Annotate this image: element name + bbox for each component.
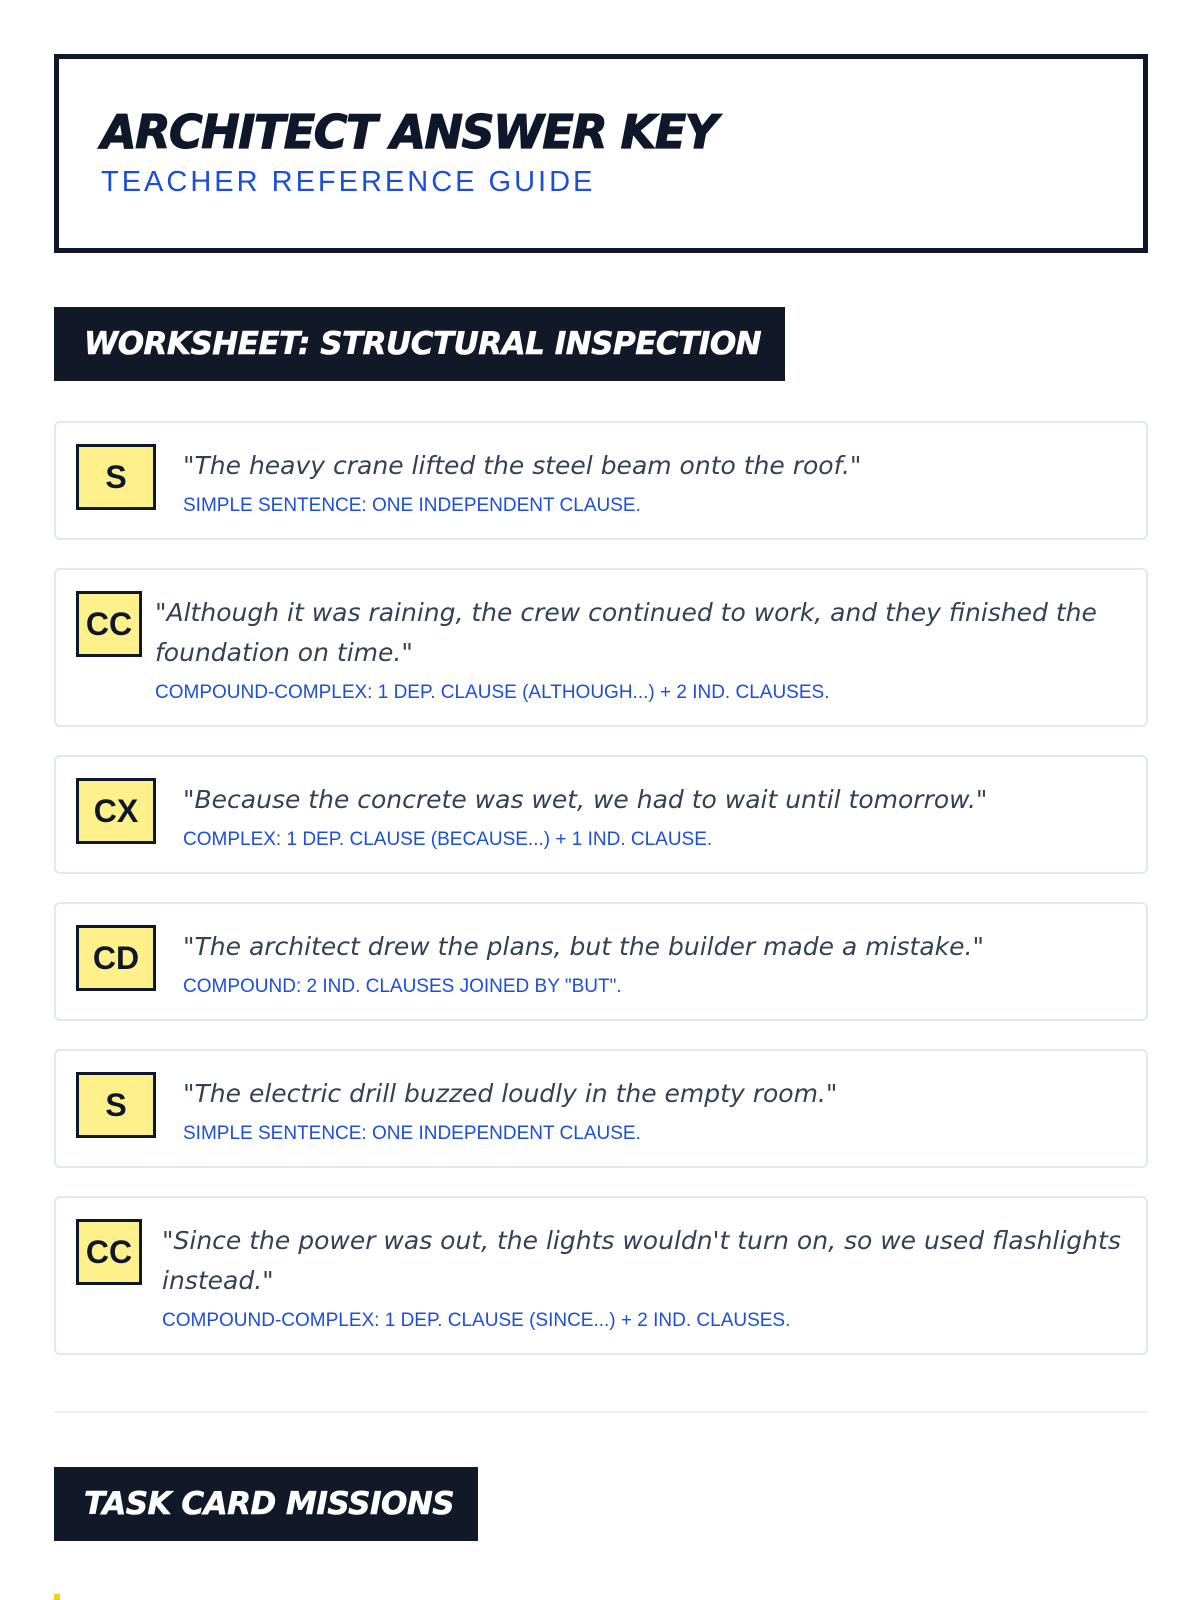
answer-explanation: SIMPLE SENTENCE: ONE INDEPENDENT CLAUSE. [183,1123,641,1144]
example-sentence: "Although it was raining, the crew continued to work, and they finished the foundation on time." [155,598,1097,667]
example-sentence: "The architect drew the plans, but the builder made a mistake." [183,932,984,961]
answer-card [54,755,1148,874]
answer-card [54,1049,1148,1168]
answer-explanation: COMPOUND-COMPLEX: 1 DEP. CLAUSE (SINCE...) + 2 IND. CLAUSES. [162,1310,791,1331]
sentence-type-badge: CC [76,591,142,657]
page-title: ARCHITECT ANSWER KEY [101,105,717,159]
sentence-type-badge: CD [76,925,156,991]
answer-card [54,1196,1148,1355]
example-sentence: "The electric drill buzzed loudly in the empty room." [183,1079,838,1108]
answer-card [54,568,1148,727]
sentence-type-badge: CC [76,1219,142,1285]
example-sentence: "The heavy crane lifted the steel beam onto the roof." [183,451,862,480]
accent-mark [54,1594,60,1600]
page-subtitle: TEACHER REFERENCE GUIDE [101,166,596,198]
example-sentence: "Because the concrete was wet, we had to wait until tomorrow." [183,785,988,814]
worksheet-section-heading: WORKSHEET: STRUCTURAL INSPECTION [54,307,785,381]
answer-explanation: SIMPLE SENTENCE: ONE INDEPENDENT CLAUSE. [183,495,641,516]
answer-card-list [54,421,1148,1355]
answer-explanation: COMPLEX: 1 DEP. CLAUSE (BECAUSE...) + 1 IND. CLAUSE. [183,829,713,850]
answer-card [54,421,1148,540]
section-divider [54,1411,1148,1413]
answer-explanation: COMPOUND-COMPLEX: 1 DEP. CLAUSE (ALTHOUGH...) + 2 IND. CLAUSES. [155,682,830,703]
answer-key-page [54,54,1148,1541]
task-cards-section-heading: TASK CARD MISSIONS [54,1467,478,1541]
title-header-box [54,54,1148,253]
sentence-type-badge: S [76,1072,156,1138]
sentence-type-badge: S [76,444,156,510]
answer-explanation: COMPOUND: 2 IND. CLAUSES JOINED BY "BUT". [183,976,622,997]
sentence-type-badge: CX [76,778,156,844]
example-sentence: "Since the power was out, the lights wouldn't turn on, so we used flashlights instead." [162,1226,1121,1295]
answer-card [54,902,1148,1021]
